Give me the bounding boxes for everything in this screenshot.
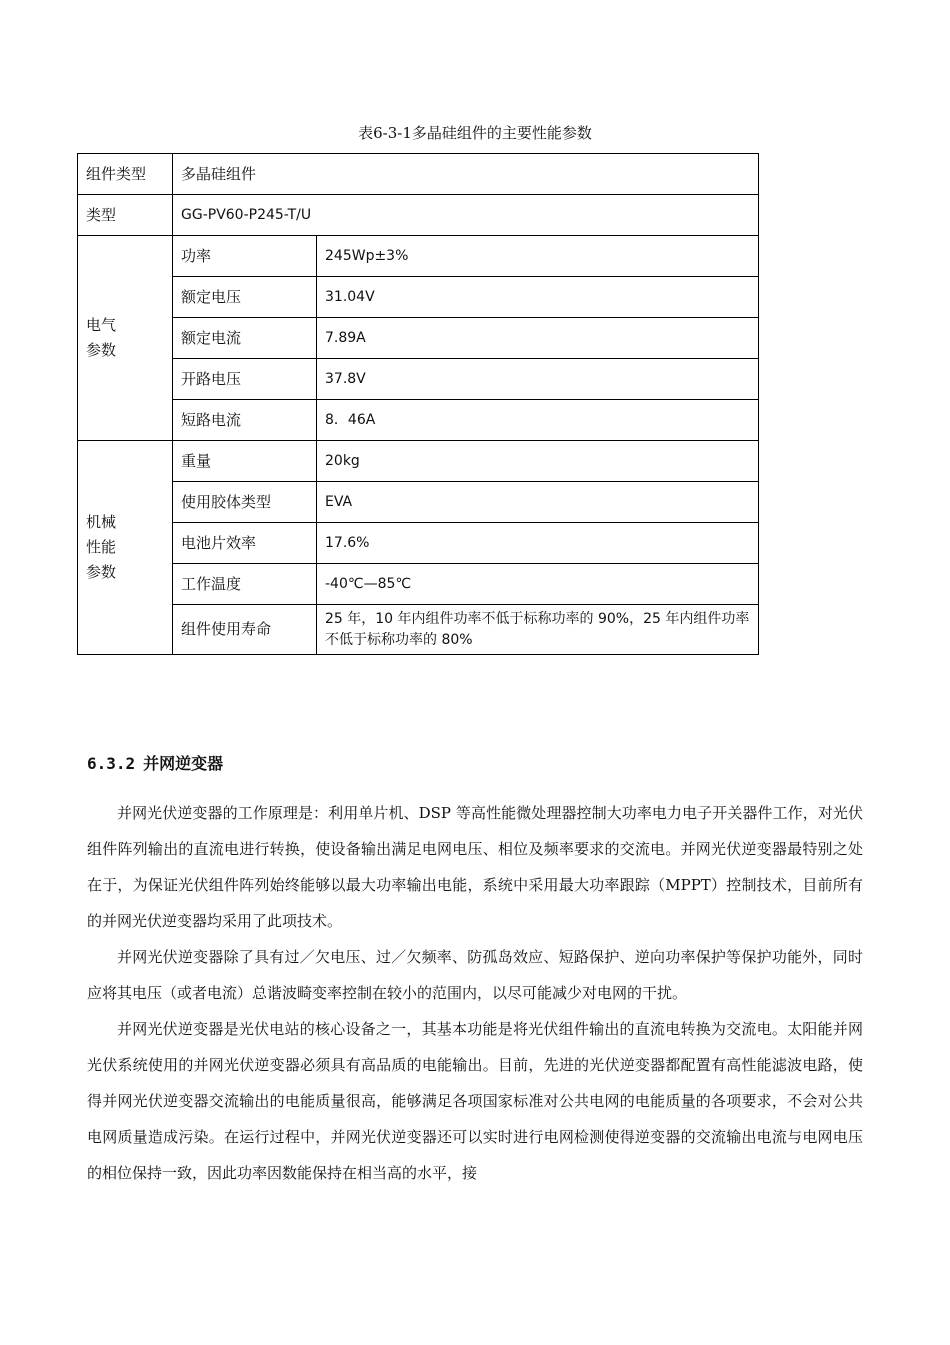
param-name: 短路电流 <box>173 400 317 441</box>
spec-table <box>77 153 759 655</box>
group-text: 电气 参数 <box>86 316 117 359</box>
table-row <box>78 154 759 195</box>
section-heading <box>87 752 223 776</box>
param-value: 25 年，10 年内组件功率不低于标称功率的 90%，25 年内组件功率不低于标称功率的 80% <box>317 605 759 655</box>
param-name: 重量 <box>173 441 317 482</box>
paragraph: 并网光伏逆变器是光伏电站的核心设备之一，其基本功能是将光伏组件输出的直流电转换为交流电。太阳能并网光伏系统使用的并网光伏逆变器必须具有高品质的电能输出。目前，先进的光伏逆变器都配置有高性能滤波电路，使得并网光伏逆变器交流输出的电能质量很高，能够满足各项国家标准对公共电网的电能质量的各项要求，不会对公共电网质量造成污染。在运行过程中，并网光伏逆变器还可以实时进行电网检测使得逆变器的交流输出电流与电网电压的相位保持一致，因此功率因数能保持在相当高的水平，接 <box>87 1020 863 1182</box>
cell-value: GG-PV60-P245-T/U <box>173 195 759 236</box>
table-row <box>78 277 759 318</box>
param-value: -40℃—85℃ <box>317 564 759 605</box>
cell-label: 组件类型 <box>78 154 173 195</box>
param-name: 额定电压 <box>173 277 317 318</box>
group-label-electrical <box>78 236 173 441</box>
table-row <box>78 482 759 523</box>
table-row <box>78 236 759 277</box>
param-name: 使用胶体类型 <box>173 482 317 523</box>
paragraph: 并网光伏逆变器除了具有过／欠电压、过／欠频率、防孤岛效应、短路保护、逆向功率保护等保护功能外，同时应将其电压（或者电流）总谐波畸变率控制在较小的范围内，以尽可能减少对电网的干扰。 <box>87 948 863 1002</box>
param-value: 20kg <box>317 441 759 482</box>
group-text: 机械 性能 参数 <box>86 513 117 581</box>
param-name: 功率 <box>173 236 317 277</box>
cell-value: 多晶硅组件 <box>173 154 759 195</box>
param-name: 组件使用寿命 <box>173 605 317 655</box>
param-value: 7.89A <box>317 318 759 359</box>
paragraph: 并网光伏逆变器的工作原理是：利用单片机、DSP 等高性能微处理器控制大功率电力电子开关器件工作，对光伏组件阵列输出的直流电进行转换，使设备输出满足电网电压、相位及频率要求的交流电。并网光伏逆变器最特别之处在于，为保证光伏组件阵列始终能够以最大功率输出电能，系统中采用最大功率跟踪（MPPT）控制技术，目前所有的并网光伏逆变器均采用了此项技术。 <box>87 804 863 930</box>
table-row <box>78 523 759 564</box>
param-value: 17.6% <box>317 523 759 564</box>
param-value: 8．46A <box>317 400 759 441</box>
cell-label: 类型 <box>78 195 173 236</box>
param-value: 37.8V <box>317 359 759 400</box>
section-number: 6.3.2 <box>87 754 136 773</box>
param-name: 电池片效率 <box>173 523 317 564</box>
table-row <box>78 441 759 482</box>
param-name: 额定电流 <box>173 318 317 359</box>
param-value: 245Wp±3% <box>317 236 759 277</box>
param-value: EVA <box>317 482 759 523</box>
table-row <box>78 400 759 441</box>
table-row <box>78 318 759 359</box>
param-name: 工作温度 <box>173 564 317 605</box>
group-label-mechanical <box>78 441 173 655</box>
table-row <box>78 195 759 236</box>
section-title: 并网逆变器 <box>143 754 224 773</box>
table-row <box>78 605 759 655</box>
table-row <box>78 564 759 605</box>
body-text <box>87 795 863 1191</box>
table-row <box>78 359 759 400</box>
table-caption: 表6-3-1多晶硅组件的主要性能参数 <box>358 124 592 142</box>
param-value: 31.04V <box>317 277 759 318</box>
param-name: 开路电压 <box>173 359 317 400</box>
